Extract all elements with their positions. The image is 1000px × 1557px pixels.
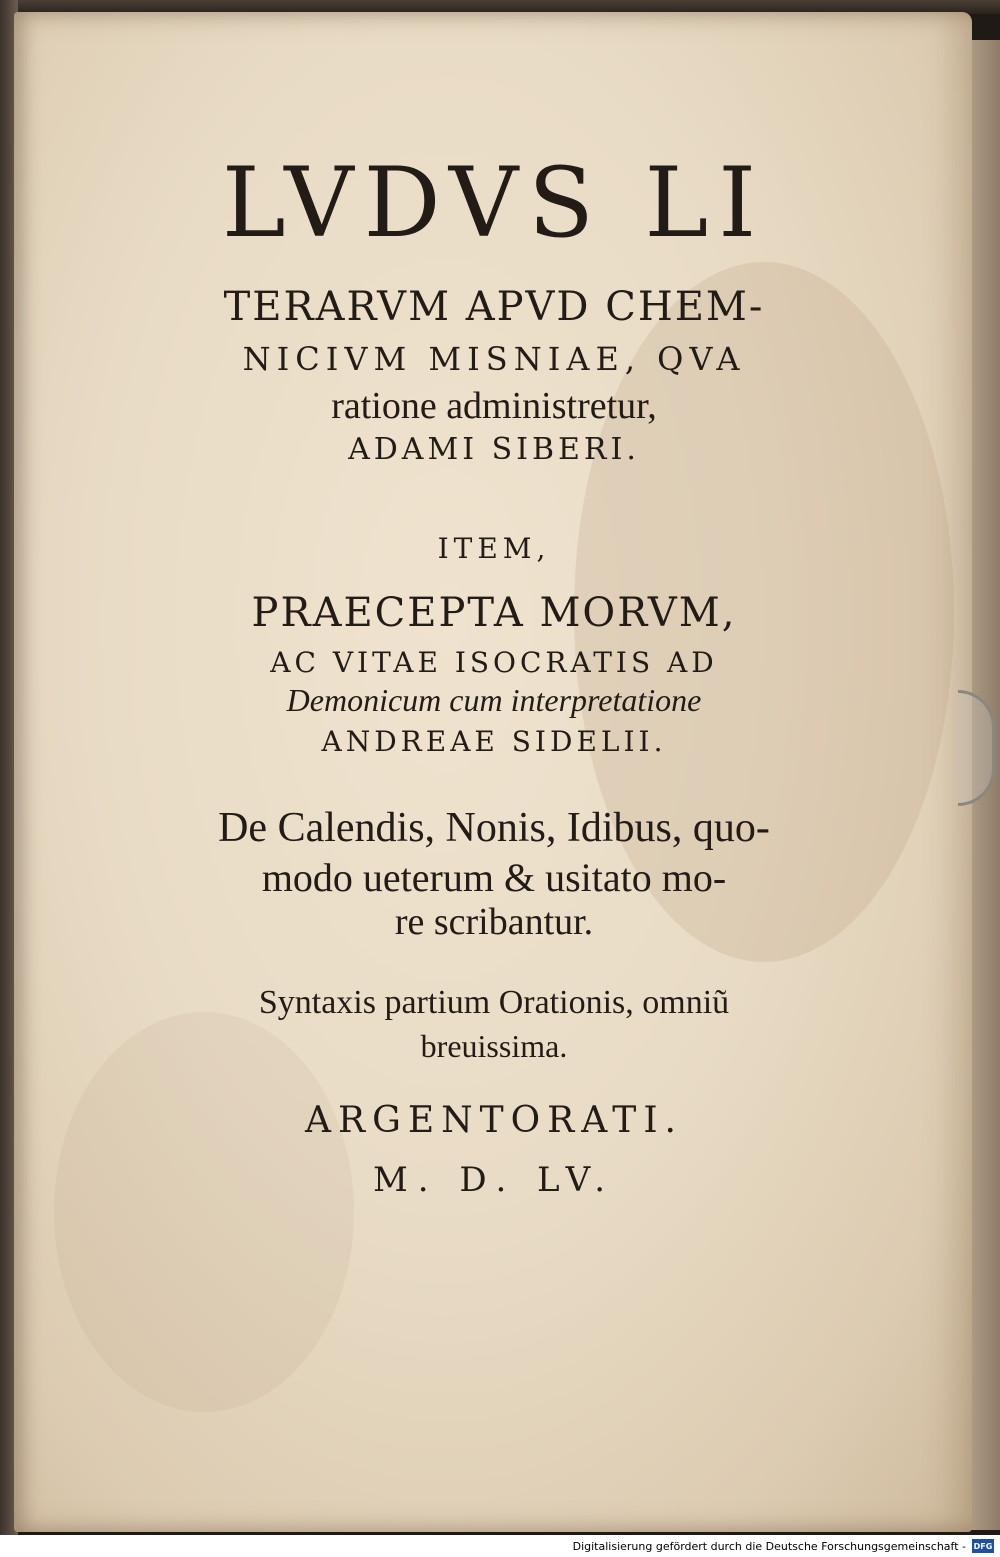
praecepta-line-3: Demonicum cum interpretatione [286,682,702,718]
digitization-footer [0,1535,1000,1557]
praecepta-line-2: AC VITAE ISOCRATIS AD [270,646,718,679]
item-line: ITEM, [437,532,551,565]
author-line: ADAMI SIBERI. [348,432,640,467]
title-line-4: ratione administretur, [331,385,657,427]
title-line-1: LVDVS LI [221,147,767,259]
calendis-line-3: re scribantur. [394,901,594,943]
praecepta-line-4: ANDREAE SIDELII. [321,725,667,758]
title-line-2: TERARVM APVD CHEM- [223,284,765,330]
dfg-logo-icon: DFG [972,1539,994,1553]
title-line-3: NICIVM MISNIAE, QVA [242,340,746,378]
calendis-line-1: De Calendis, Nonis, Idibus, quo- [218,805,770,851]
imprint-place: ARGENTORATI. [305,1100,683,1141]
calendis-line-2: modo ueterum & usitato mo- [261,855,727,900]
title-page-text [14,12,972,1532]
syntaxis-line-1: Syntaxis partium Orationis, omniũ [258,984,730,1021]
imprint-year: M. D. LV. [372,1160,616,1200]
footer-credit-text: Digitalisierung gefördert durch die Deutsche Forschungsgemeinschaft - [572,1539,966,1553]
praecepta-line-1: PRAECEPTA MORVM, [251,590,737,636]
syntaxis-line-2: breuissima. [420,1028,568,1064]
